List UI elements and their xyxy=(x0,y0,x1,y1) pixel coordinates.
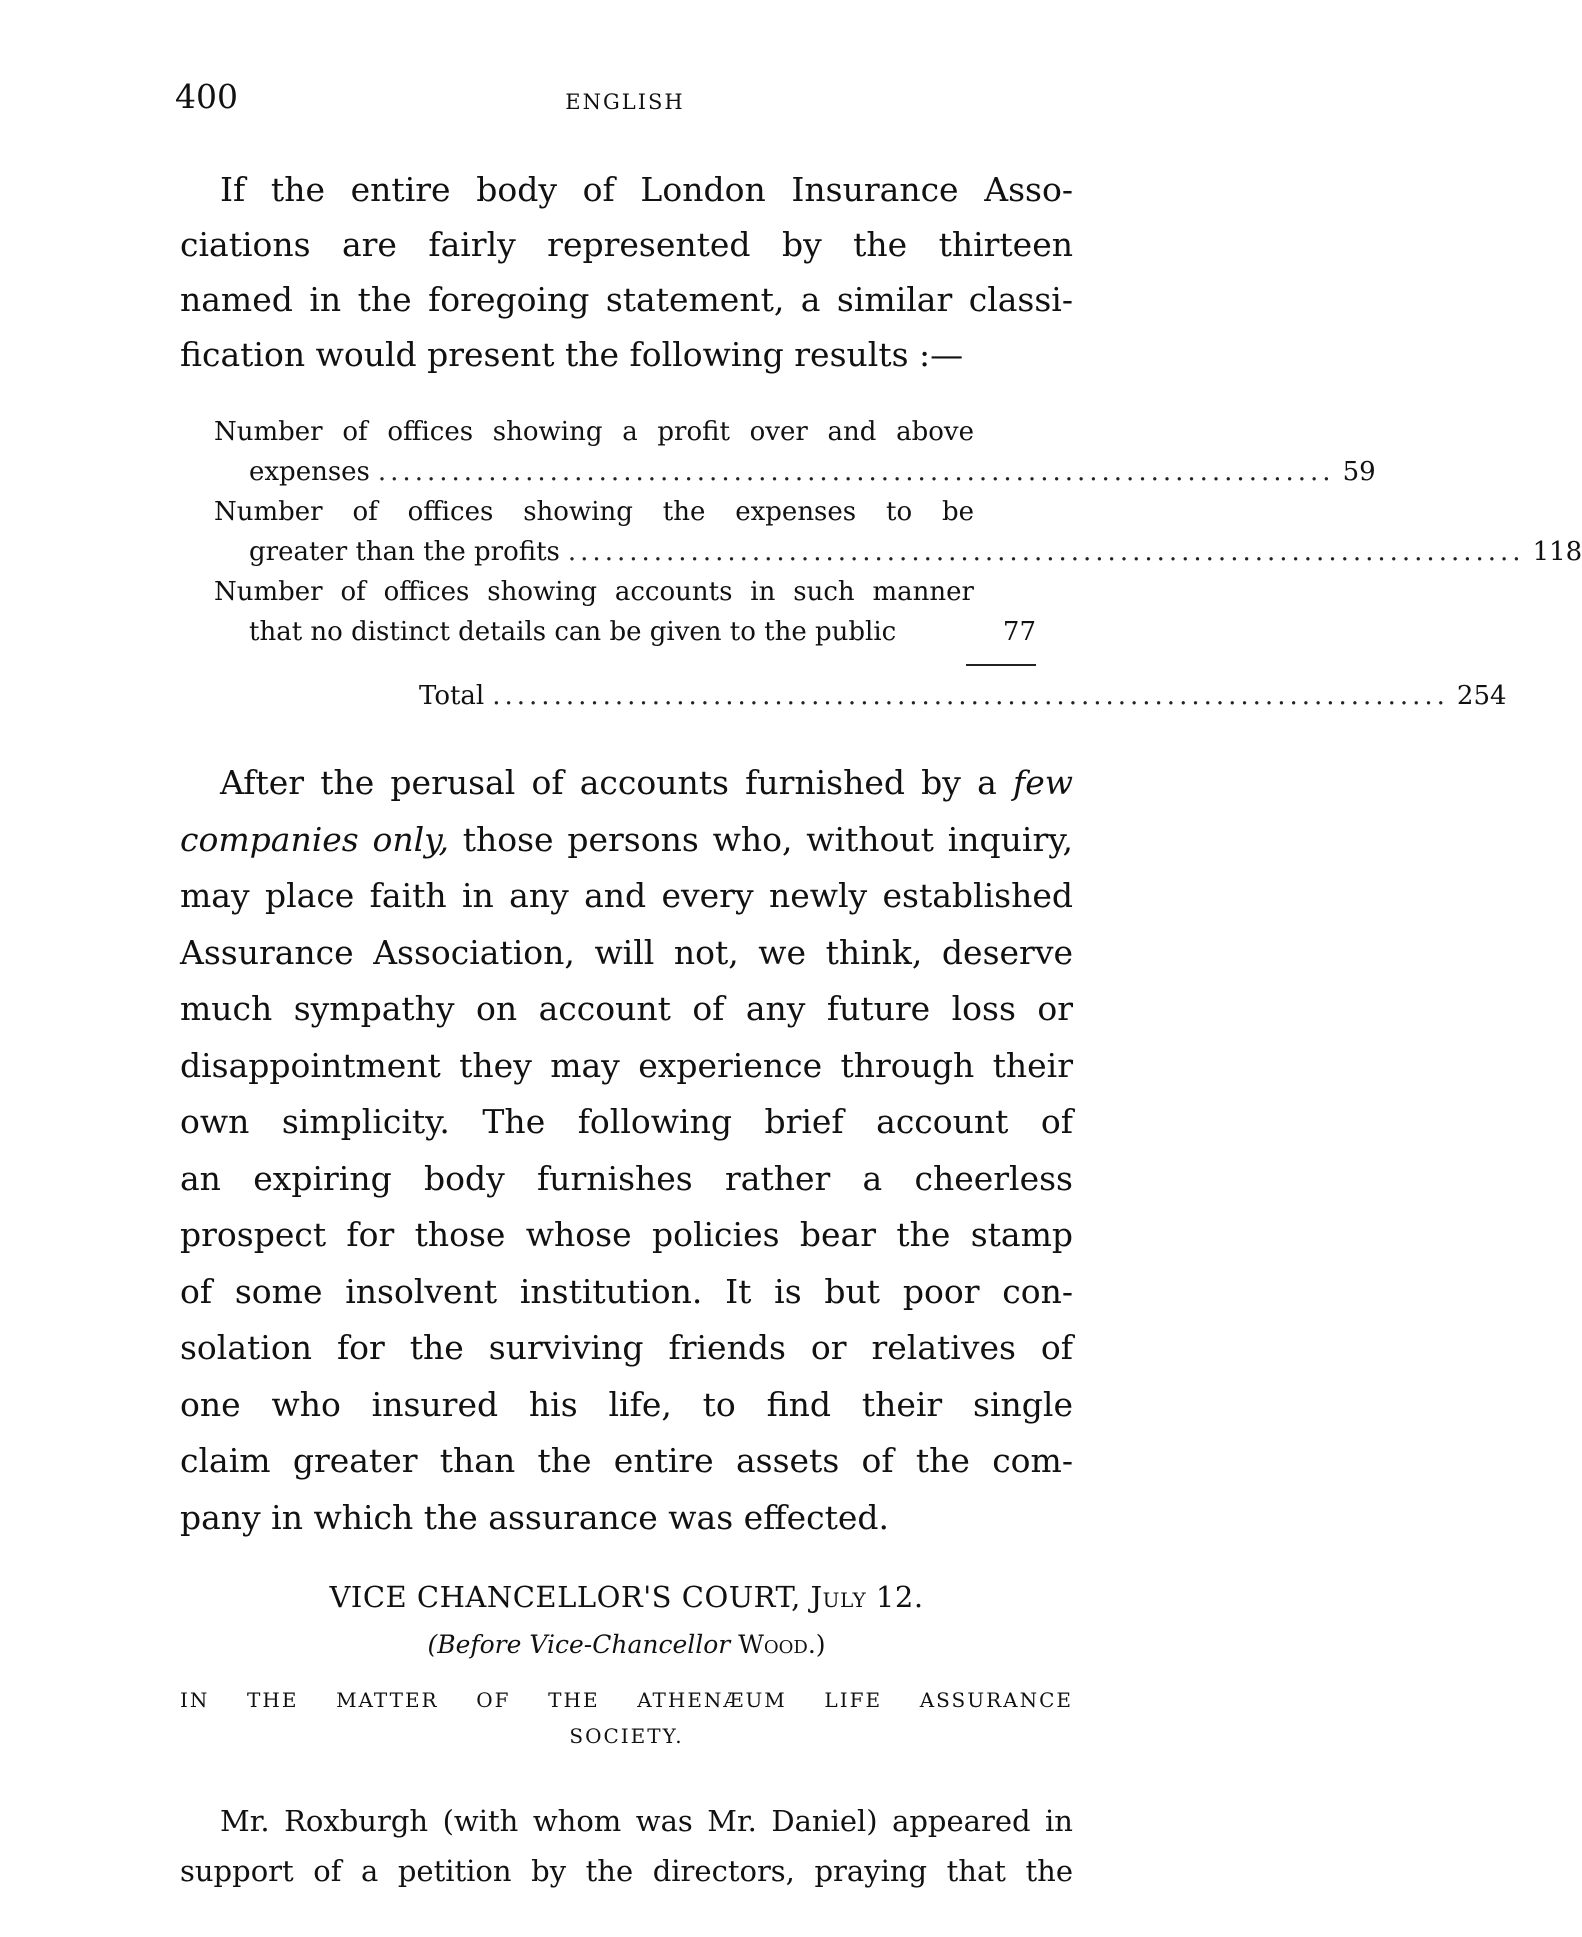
judge-prefix: (Before Vice-Chancellor xyxy=(427,1630,731,1659)
case-title-line: SOCIETY. xyxy=(569,1724,684,1748)
case-title xyxy=(180,1682,1073,1754)
text-line: much sympathy on account of any future loss or xyxy=(180,989,1073,1028)
stat-label-line: Number of offices showing accounts in such manner xyxy=(214,577,974,607)
italic-text: companies only, xyxy=(180,819,449,859)
text-line: one who insured his life, to find their single xyxy=(180,1384,1073,1424)
total-value: 254 xyxy=(1456,681,1507,711)
text-line: fication would present the following results :— xyxy=(180,335,964,374)
stat-label: that no distinct details can be given to the public xyxy=(249,617,897,647)
stat-label-continuation xyxy=(214,452,1376,492)
stat-label: greater than the profits xyxy=(249,537,560,567)
text-line: Assurance Association, will not, we think, deserve xyxy=(180,932,1073,972)
text-line: may place faith in any and every newly established xyxy=(180,876,1073,915)
text-line: pany in which the assurance was effected. xyxy=(180,1497,890,1537)
dot-leader: .............................................................................. xyxy=(492,681,1449,711)
dot-leader: .............................................................................. xyxy=(377,457,1335,487)
total-row xyxy=(214,676,1507,716)
text-line: Mr. Roxburgh (with whom was Mr. Daniel) appeared in xyxy=(220,1804,1073,1838)
stat-row xyxy=(214,492,1582,572)
stat-value: 59 xyxy=(1342,457,1376,487)
text-line: prospect for those whose policies bear the stamp xyxy=(180,1215,1073,1254)
stat-value: 118 xyxy=(1532,537,1582,567)
text-line: of some insolvent institution. It is but poor con- xyxy=(180,1271,1073,1311)
judge-suffix: .) xyxy=(807,1630,826,1659)
stat-value: 77 xyxy=(1002,617,1036,647)
court-judge xyxy=(180,1630,1073,1660)
text-line: solation for the surviving friends or relatives of xyxy=(180,1328,1073,1367)
case-title-line: IN THE MATTER OF THE ATHENÆUM LIFE ASSURANCE xyxy=(180,1688,1073,1712)
stat-row xyxy=(214,412,1376,492)
text-line: support of a petition by the directors, praying that the xyxy=(180,1854,1073,1888)
stat-label-continuation xyxy=(214,612,1036,652)
text-line: own simplicity. The following brief account of xyxy=(180,1102,1073,1141)
stat-label: expenses xyxy=(249,457,370,487)
page-header xyxy=(175,77,1075,130)
text-segment: those persons who, without inquiry, xyxy=(462,819,1073,859)
court-heading xyxy=(180,1580,1073,1615)
dot-leader: .............................................................................. xyxy=(567,537,1525,567)
total-rule xyxy=(966,664,1036,666)
text-line: If the entire body of London Insurance Asso- xyxy=(220,170,1073,209)
text-segment: After the perusal of accounts furnished by a xyxy=(220,763,997,802)
court-date: July 12. xyxy=(810,1580,924,1614)
statistics-table xyxy=(214,412,1582,716)
court-name: VICE CHANCELLOR'S COURT, xyxy=(329,1580,801,1614)
stat-label-line: Number of offices showing the expenses to be xyxy=(214,497,974,527)
text-line: named in the foregoing statement, a similar classi- xyxy=(180,280,1073,319)
text-line: claim greater than the entire assets of the com- xyxy=(180,1441,1073,1480)
paragraph-intro xyxy=(180,162,1073,382)
text-line: disappointment they may experience through their xyxy=(180,1045,1073,1085)
text-line: an expiring body furnishes rather a cheerless xyxy=(180,1158,1073,1198)
judge-name: Wood xyxy=(738,1630,808,1659)
stat-row xyxy=(214,572,1036,652)
stat-label-line: Number of offices showing a profit over and above xyxy=(214,417,974,447)
text-line xyxy=(180,755,1073,812)
page-number: 400 xyxy=(175,77,238,116)
total-label: Total xyxy=(419,681,485,711)
paragraph-commentary xyxy=(180,755,1073,1546)
text-line: ciations are fairly represented by the thirteen xyxy=(180,225,1073,264)
running-head: ENGLISH xyxy=(565,90,685,114)
stat-label-continuation xyxy=(214,532,1582,572)
paragraph-case xyxy=(180,1796,1073,1896)
italic-text: few xyxy=(1013,763,1073,802)
text-line xyxy=(180,812,1073,869)
